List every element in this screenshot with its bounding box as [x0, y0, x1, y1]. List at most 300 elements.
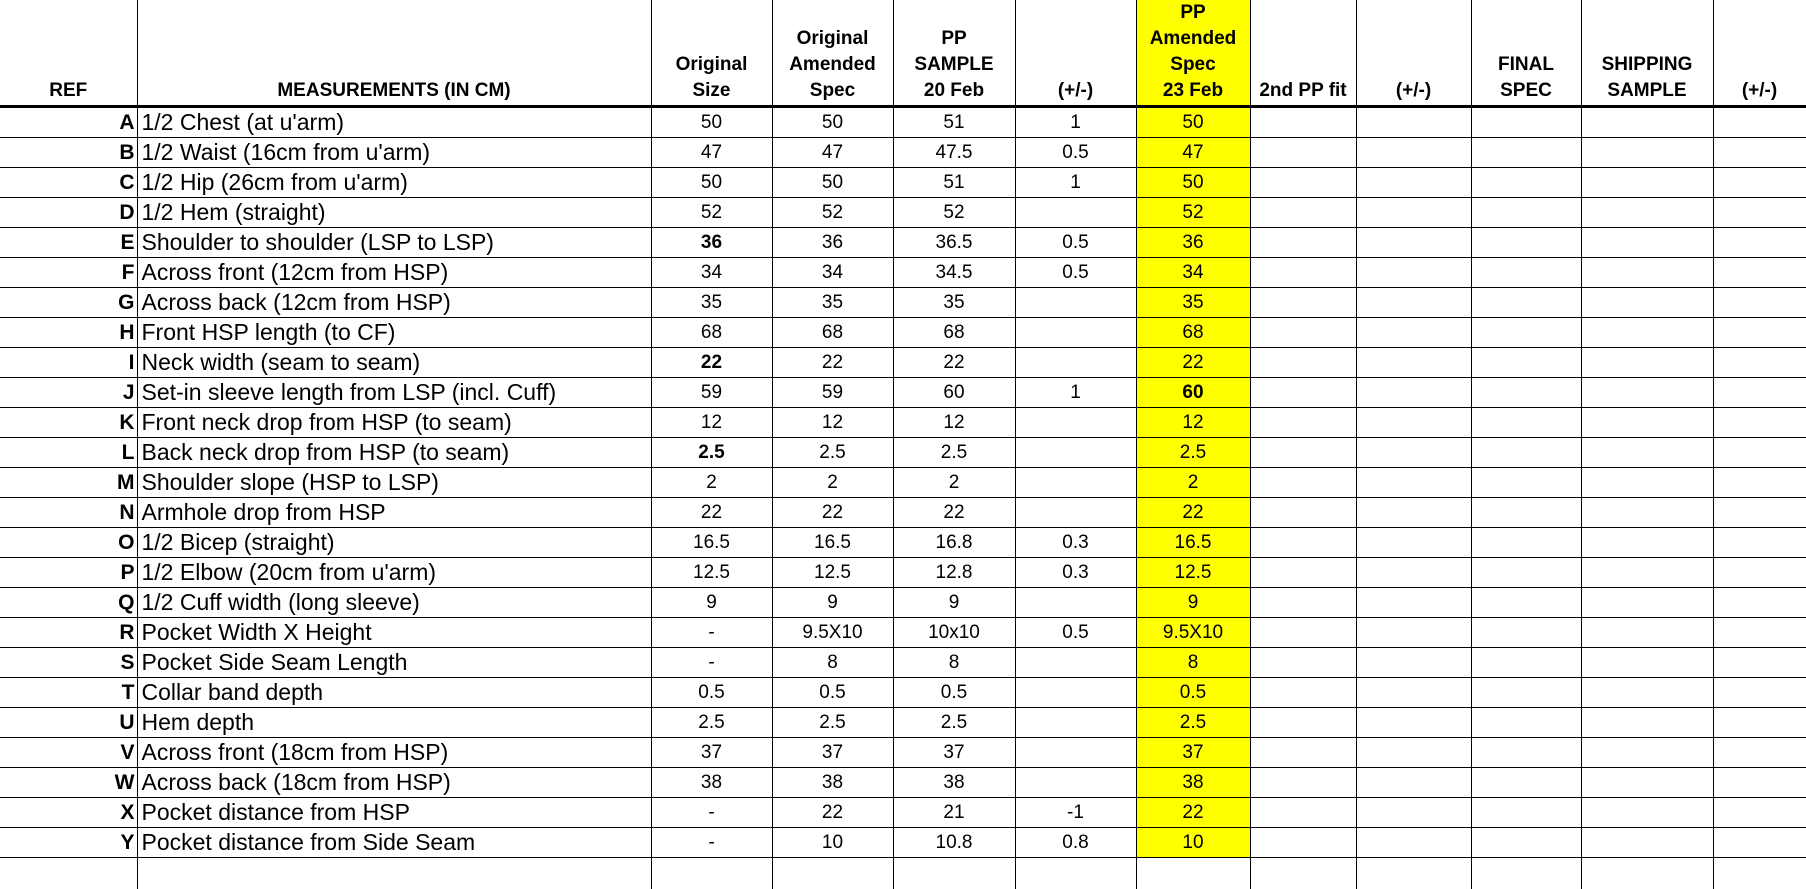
cell-pp-sample: 9 [893, 588, 1015, 618]
cell-pp-amended-spec: 38 [1136, 768, 1250, 798]
cell-pp-amended-spec: 12 [1136, 408, 1250, 438]
empty-cell [1581, 858, 1713, 889]
cell-2nd-pp-fit [1250, 348, 1356, 378]
cell-original-size: 12 [651, 408, 772, 438]
cell-final-spec [1471, 828, 1581, 858]
header-line: PP [1137, 0, 1250, 26]
header-tolerance-3: (+/-) [1713, 0, 1806, 107]
cell-pp-amended-spec: 12.5 [1136, 558, 1250, 588]
header-line: SAMPLE [894, 52, 1015, 78]
cell-ref: O [0, 528, 137, 558]
cell-tolerance-2 [1356, 198, 1471, 228]
cell-pp-amended-spec: 22 [1136, 498, 1250, 528]
cell-tolerance-2 [1356, 378, 1471, 408]
cell-ref: C [0, 168, 137, 198]
cell-tolerance-1: 0.5 [1015, 258, 1136, 288]
cell-original-size: 38 [651, 768, 772, 798]
cell-original-size: 0.5 [651, 678, 772, 708]
cell-final-spec [1471, 528, 1581, 558]
cell-tolerance-2 [1356, 408, 1471, 438]
cell-pp-sample: 51 [893, 107, 1015, 138]
cell-measurement-name: 1/2 Chest (at u'arm) [137, 107, 651, 138]
cell-shipping-sample [1581, 678, 1713, 708]
cell-measurement-name: 1/2 Hip (26cm from u'arm) [137, 168, 651, 198]
cell-measurement-name: Set-in sleeve length from LSP (incl. Cuff) [137, 378, 651, 408]
cell-tolerance-1: 0.3 [1015, 558, 1136, 588]
empty-cell [1250, 858, 1356, 889]
cell-2nd-pp-fit [1250, 198, 1356, 228]
cell-tolerance-3 [1713, 798, 1806, 828]
cell-2nd-pp-fit [1250, 408, 1356, 438]
cell-ref: Q [0, 588, 137, 618]
cell-2nd-pp-fit [1250, 498, 1356, 528]
table-row [0, 348, 1806, 378]
cell-tolerance-2 [1356, 258, 1471, 288]
cell-pp-sample: 2.5 [893, 708, 1015, 738]
cell-measurement-name: Across front (18cm from HSP) [137, 738, 651, 768]
cell-original-amended-spec: 22 [772, 348, 893, 378]
cell-pp-sample: 10.8 [893, 828, 1015, 858]
cell-pp-amended-spec: 50 [1136, 107, 1250, 138]
cell-pp-sample: 38 [893, 768, 1015, 798]
cell-tolerance-3 [1713, 498, 1806, 528]
header-original-size [651, 0, 772, 107]
cell-tolerance-1: -1 [1015, 798, 1136, 828]
cell-tolerance-1 [1015, 198, 1136, 228]
cell-pp-sample: 2 [893, 468, 1015, 498]
header-pp-sample [893, 0, 1015, 107]
cell-original-amended-spec: 47 [772, 138, 893, 168]
cell-tolerance-1: 1 [1015, 107, 1136, 138]
cell-original-size: 68 [651, 318, 772, 348]
cell-tolerance-2 [1356, 438, 1471, 468]
table-row [0, 198, 1806, 228]
cell-ref: R [0, 618, 137, 648]
cell-pp-sample: 22 [893, 498, 1015, 528]
empty-cell [1713, 858, 1806, 889]
cell-pp-sample: 22 [893, 348, 1015, 378]
table-row [0, 468, 1806, 498]
cell-measurement-name: Back neck drop from HSP (to seam) [137, 438, 651, 468]
cell-final-spec [1471, 348, 1581, 378]
cell-pp-sample: 51 [893, 168, 1015, 198]
cell-tolerance-3 [1713, 107, 1806, 138]
cell-2nd-pp-fit [1250, 678, 1356, 708]
empty-cell [1015, 858, 1136, 889]
empty-cell [1471, 858, 1581, 889]
cell-original-amended-spec: 36 [772, 228, 893, 258]
cell-shipping-sample [1581, 648, 1713, 678]
cell-final-spec [1471, 738, 1581, 768]
cell-tolerance-2 [1356, 288, 1471, 318]
cell-measurement-name: 1/2 Hem (straight) [137, 198, 651, 228]
cell-2nd-pp-fit [1250, 288, 1356, 318]
header-line: SAMPLE [1582, 78, 1713, 104]
cell-pp-sample: 10x10 [893, 618, 1015, 648]
cell-original-amended-spec: 50 [772, 107, 893, 138]
cell-final-spec [1471, 228, 1581, 258]
cell-tolerance-3 [1713, 678, 1806, 708]
cell-tolerance-1: 0.3 [1015, 528, 1136, 558]
cell-tolerance-1 [1015, 348, 1136, 378]
cell-pp-amended-spec: 47 [1136, 138, 1250, 168]
cell-shipping-sample [1581, 618, 1713, 648]
cell-pp-amended-spec: 60 [1136, 378, 1250, 408]
cell-shipping-sample [1581, 798, 1713, 828]
header-line: 20 Feb [894, 78, 1015, 104]
cell-tolerance-3 [1713, 618, 1806, 648]
header-line: 23 Feb [1137, 78, 1250, 104]
cell-pp-amended-spec: 68 [1136, 318, 1250, 348]
cell-tolerance-3 [1713, 828, 1806, 858]
cell-measurement-name: Pocket Width X Height [137, 618, 651, 648]
cell-shipping-sample [1581, 438, 1713, 468]
cell-shipping-sample [1581, 378, 1713, 408]
cell-ref: N [0, 498, 137, 528]
cell-tolerance-1: 0.8 [1015, 828, 1136, 858]
cell-2nd-pp-fit [1250, 378, 1356, 408]
table-row [0, 258, 1806, 288]
cell-2nd-pp-fit [1250, 138, 1356, 168]
header-line: SHIPPING [1582, 52, 1713, 78]
cell-pp-amended-spec: 52 [1136, 198, 1250, 228]
cell-ref: U [0, 708, 137, 738]
cell-pp-amended-spec: 16.5 [1136, 528, 1250, 558]
cell-pp-sample: 35 [893, 288, 1015, 318]
table-row [0, 288, 1806, 318]
cell-original-amended-spec: 2 [772, 468, 893, 498]
cell-tolerance-1 [1015, 708, 1136, 738]
cell-pp-amended-spec: 0.5 [1136, 678, 1250, 708]
cell-final-spec [1471, 678, 1581, 708]
header-shipping-sample [1581, 0, 1713, 107]
cell-tolerance-2 [1356, 228, 1471, 258]
cell-tolerance-2 [1356, 168, 1471, 198]
cell-2nd-pp-fit [1250, 798, 1356, 828]
cell-original-size: 22 [651, 348, 772, 378]
cell-original-amended-spec: 12.5 [772, 558, 893, 588]
cell-measurement-name: Pocket Side Seam Length [137, 648, 651, 678]
table-row [0, 107, 1806, 138]
cell-tolerance-2 [1356, 768, 1471, 798]
header-line: PP [894, 26, 1015, 52]
table-row [0, 738, 1806, 768]
header-line: Amended [773, 52, 893, 78]
cell-ref: E [0, 228, 137, 258]
header-2nd-pp-fit: 2nd PP fit [1250, 0, 1356, 107]
empty-cell [893, 858, 1015, 889]
empty-cell [772, 858, 893, 889]
cell-ref: S [0, 648, 137, 678]
cell-original-size: 47 [651, 138, 772, 168]
cell-shipping-sample [1581, 498, 1713, 528]
cell-tolerance-1 [1015, 738, 1136, 768]
header-ref: REF [0, 0, 137, 107]
cell-shipping-sample [1581, 408, 1713, 438]
cell-2nd-pp-fit [1250, 168, 1356, 198]
cell-tolerance-1: 0.5 [1015, 138, 1136, 168]
cell-tolerance-1: 1 [1015, 168, 1136, 198]
cell-tolerance-1 [1015, 438, 1136, 468]
cell-tolerance-2 [1356, 318, 1471, 348]
cell-2nd-pp-fit [1250, 768, 1356, 798]
cell-original-amended-spec: 0.5 [772, 678, 893, 708]
cell-shipping-sample [1581, 528, 1713, 558]
cell-tolerance-1 [1015, 588, 1136, 618]
cell-shipping-sample [1581, 318, 1713, 348]
cell-shipping-sample [1581, 708, 1713, 738]
cell-ref: K [0, 408, 137, 438]
cell-final-spec [1471, 618, 1581, 648]
cell-final-spec [1471, 408, 1581, 438]
cell-ref: A [0, 107, 137, 138]
table-row [0, 438, 1806, 468]
cell-pp-sample: 2.5 [893, 438, 1015, 468]
cell-original-size: 50 [651, 168, 772, 198]
header-original-amended-spec [772, 0, 893, 107]
cell-final-spec [1471, 648, 1581, 678]
cell-pp-sample: 68 [893, 318, 1015, 348]
header-line: FINAL [1472, 52, 1581, 78]
cell-original-amended-spec: 9.5X10 [772, 618, 893, 648]
cell-pp-amended-spec: 37 [1136, 738, 1250, 768]
cell-tolerance-3 [1713, 138, 1806, 168]
cell-measurement-name: Pocket distance from Side Seam [137, 828, 651, 858]
table-row-empty [0, 858, 1806, 889]
cell-original-size: 2 [651, 468, 772, 498]
cell-2nd-pp-fit [1250, 558, 1356, 588]
cell-pp-sample: 47.5 [893, 138, 1015, 168]
cell-original-amended-spec: 22 [772, 498, 893, 528]
cell-tolerance-1: 0.5 [1015, 618, 1136, 648]
cell-tolerance-3 [1713, 228, 1806, 258]
cell-final-spec [1471, 138, 1581, 168]
cell-original-size: 9 [651, 588, 772, 618]
cell-pp-amended-spec: 9 [1136, 588, 1250, 618]
cell-final-spec [1471, 708, 1581, 738]
empty-cell [0, 858, 137, 889]
cell-measurement-name: Front neck drop from HSP (to seam) [137, 408, 651, 438]
cell-tolerance-1 [1015, 768, 1136, 798]
table-row [0, 648, 1806, 678]
cell-final-spec [1471, 198, 1581, 228]
cell-tolerance-3 [1713, 288, 1806, 318]
cell-pp-amended-spec: 34 [1136, 258, 1250, 288]
cell-tolerance-2 [1356, 798, 1471, 828]
cell-original-amended-spec: 12 [772, 408, 893, 438]
cell-tolerance-2 [1356, 738, 1471, 768]
cell-tolerance-1 [1015, 498, 1136, 528]
cell-2nd-pp-fit [1250, 228, 1356, 258]
cell-measurement-name: 1/2 Elbow (20cm from u'arm) [137, 558, 651, 588]
header-line: Original [773, 26, 893, 52]
header-tolerance-2: (+/-) [1356, 0, 1471, 107]
cell-original-amended-spec: 34 [772, 258, 893, 288]
cell-final-spec [1471, 318, 1581, 348]
cell-tolerance-3 [1713, 378, 1806, 408]
cell-ref: M [0, 468, 137, 498]
cell-measurement-name: Front HSP length (to CF) [137, 318, 651, 348]
cell-original-size: 12.5 [651, 558, 772, 588]
cell-pp-sample: 21 [893, 798, 1015, 828]
cell-tolerance-3 [1713, 258, 1806, 288]
cell-tolerance-2 [1356, 558, 1471, 588]
cell-original-amended-spec: 50 [772, 168, 893, 198]
cell-pp-amended-spec: 8 [1136, 648, 1250, 678]
cell-measurement-name: Hem depth [137, 708, 651, 738]
header-line: Spec [773, 78, 893, 104]
cell-shipping-sample [1581, 558, 1713, 588]
cell-tolerance-3 [1713, 768, 1806, 798]
cell-2nd-pp-fit [1250, 438, 1356, 468]
cell-tolerance-3 [1713, 738, 1806, 768]
cell-ref: G [0, 288, 137, 318]
header-final-spec [1471, 0, 1581, 107]
cell-measurement-name: Across front (12cm from HSP) [137, 258, 651, 288]
cell-pp-sample: 16.8 [893, 528, 1015, 558]
cell-original-amended-spec: 38 [772, 768, 893, 798]
cell-shipping-sample [1581, 828, 1713, 858]
cell-original-amended-spec: 35 [772, 288, 893, 318]
cell-original-size: - [651, 798, 772, 828]
cell-original-amended-spec: 16.5 [772, 528, 893, 558]
cell-tolerance-1: 0.5 [1015, 228, 1136, 258]
cell-pp-amended-spec: 2 [1136, 468, 1250, 498]
cell-tolerance-2 [1356, 107, 1471, 138]
cell-final-spec [1471, 107, 1581, 138]
cell-final-spec [1471, 258, 1581, 288]
header-pp-amended-spec [1136, 0, 1250, 107]
cell-2nd-pp-fit [1250, 588, 1356, 618]
cell-original-size: 50 [651, 107, 772, 138]
cell-measurement-name: Neck width (seam to seam) [137, 348, 651, 378]
cell-2nd-pp-fit [1250, 258, 1356, 288]
cell-shipping-sample [1581, 768, 1713, 798]
cell-measurement-name: Shoulder to shoulder (LSP to LSP) [137, 228, 651, 258]
cell-final-spec [1471, 558, 1581, 588]
table-row [0, 168, 1806, 198]
cell-shipping-sample [1581, 168, 1713, 198]
cell-pp-sample: 37 [893, 738, 1015, 768]
table-row [0, 528, 1806, 558]
cell-original-size: 36 [651, 228, 772, 258]
cell-shipping-sample [1581, 138, 1713, 168]
cell-shipping-sample [1581, 198, 1713, 228]
header-line: Original [652, 52, 772, 78]
cell-2nd-pp-fit [1250, 528, 1356, 558]
cell-shipping-sample [1581, 468, 1713, 498]
empty-cell [1356, 858, 1471, 889]
cell-tolerance-2 [1356, 468, 1471, 498]
cell-shipping-sample [1581, 738, 1713, 768]
cell-pp-sample: 34.5 [893, 258, 1015, 288]
cell-tolerance-1 [1015, 678, 1136, 708]
cell-2nd-pp-fit [1250, 738, 1356, 768]
cell-original-size: 16.5 [651, 528, 772, 558]
cell-shipping-sample [1581, 107, 1713, 138]
cell-original-amended-spec: 52 [772, 198, 893, 228]
cell-original-size: 34 [651, 258, 772, 288]
cell-pp-amended-spec: 10 [1136, 828, 1250, 858]
cell-original-amended-spec: 2.5 [772, 708, 893, 738]
cell-final-spec [1471, 798, 1581, 828]
cell-tolerance-1 [1015, 648, 1136, 678]
cell-original-amended-spec: 37 [772, 738, 893, 768]
table-row [0, 138, 1806, 168]
table-row [0, 558, 1806, 588]
cell-tolerance-1: 1 [1015, 378, 1136, 408]
cell-tolerance-2 [1356, 498, 1471, 528]
cell-original-size: 59 [651, 378, 772, 408]
cell-ref: V [0, 738, 137, 768]
cell-2nd-pp-fit [1250, 468, 1356, 498]
header-line: Spec [1137, 52, 1250, 78]
cell-measurement-name: Armhole drop from HSP [137, 498, 651, 528]
cell-pp-sample: 52 [893, 198, 1015, 228]
cell-final-spec [1471, 378, 1581, 408]
cell-shipping-sample [1581, 288, 1713, 318]
header-row [0, 0, 1806, 107]
cell-pp-amended-spec: 36 [1136, 228, 1250, 258]
header-line: Size [652, 78, 772, 104]
cell-final-spec [1471, 588, 1581, 618]
cell-pp-sample: 12.8 [893, 558, 1015, 588]
cell-2nd-pp-fit [1250, 648, 1356, 678]
cell-final-spec [1471, 468, 1581, 498]
cell-shipping-sample [1581, 228, 1713, 258]
table-row [0, 708, 1806, 738]
cell-tolerance-1 [1015, 318, 1136, 348]
cell-pp-sample: 12 [893, 408, 1015, 438]
cell-pp-sample: 60 [893, 378, 1015, 408]
cell-final-spec [1471, 768, 1581, 798]
cell-tolerance-2 [1356, 678, 1471, 708]
cell-ref: P [0, 558, 137, 588]
header-line: SPEC [1472, 78, 1581, 104]
cell-pp-amended-spec: 22 [1136, 798, 1250, 828]
cell-tolerance-2 [1356, 708, 1471, 738]
cell-tolerance-3 [1713, 558, 1806, 588]
cell-shipping-sample [1581, 348, 1713, 378]
table-row [0, 618, 1806, 648]
cell-tolerance-3 [1713, 708, 1806, 738]
cell-final-spec [1471, 438, 1581, 468]
cell-measurement-name: Shoulder slope (HSP to LSP) [137, 468, 651, 498]
cell-ref: I [0, 348, 137, 378]
cell-shipping-sample [1581, 588, 1713, 618]
cell-tolerance-3 [1713, 528, 1806, 558]
cell-measurement-name: Pocket distance from HSP [137, 798, 651, 828]
header-measurements: MEASUREMENTS (IN CM) [137, 0, 651, 107]
cell-final-spec [1471, 168, 1581, 198]
cell-tolerance-2 [1356, 528, 1471, 558]
cell-original-size: - [651, 648, 772, 678]
cell-tolerance-2 [1356, 348, 1471, 378]
table-row [0, 798, 1806, 828]
cell-tolerance-3 [1713, 648, 1806, 678]
cell-original-size: - [651, 618, 772, 648]
cell-pp-amended-spec: 22 [1136, 348, 1250, 378]
cell-tolerance-2 [1356, 618, 1471, 648]
cell-original-amended-spec: 9 [772, 588, 893, 618]
cell-original-size: 37 [651, 738, 772, 768]
cell-ref: H [0, 318, 137, 348]
cell-2nd-pp-fit [1250, 618, 1356, 648]
cell-pp-amended-spec: 50 [1136, 168, 1250, 198]
cell-tolerance-2 [1356, 648, 1471, 678]
table-row [0, 408, 1806, 438]
cell-tolerance-3 [1713, 468, 1806, 498]
